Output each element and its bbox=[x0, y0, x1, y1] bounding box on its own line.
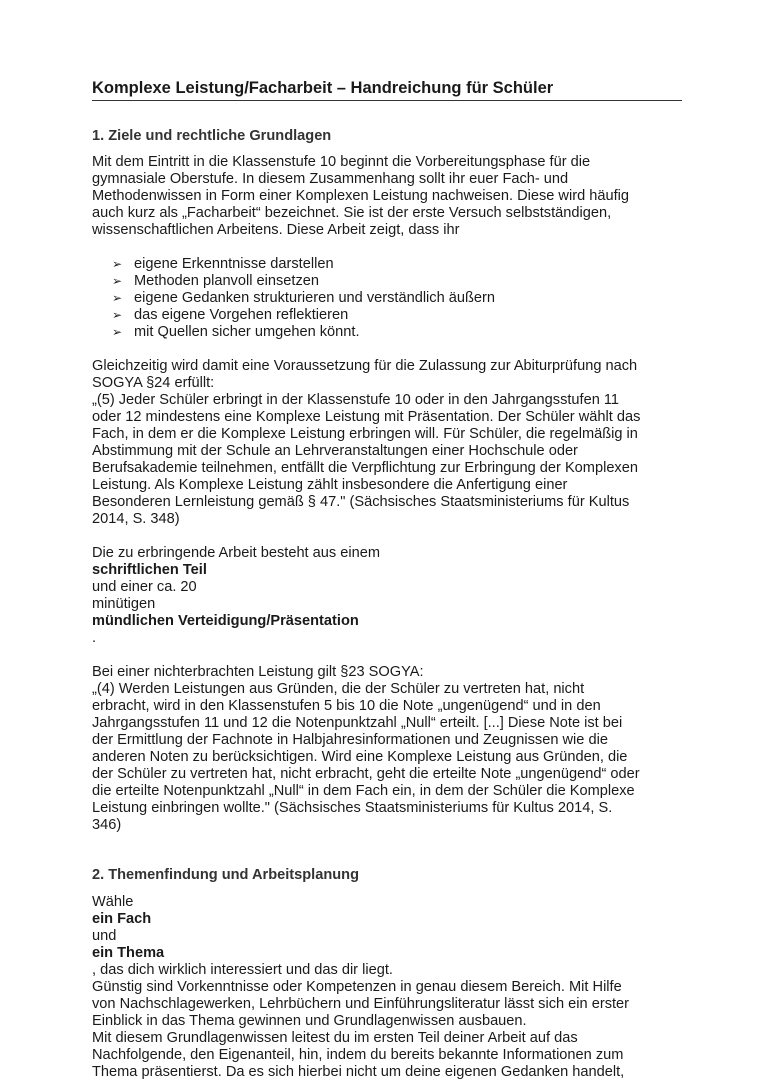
text-line: der Schüler zu vertreten hat, nicht erbracht, geht die erteilte Note „ungenügend“ oder bbox=[92, 766, 640, 782]
list-item bbox=[112, 307, 682, 324]
list-item-text: mit Quellen sicher umgehen könnt. bbox=[134, 324, 360, 340]
text-line: Günstig sind Vorkenntnisse oder Kompetenzen in genau diesem Bereich. Mit Hilfe bbox=[92, 979, 622, 995]
text-line: Methodenwissen in Form einer Komplexen Leistung nachweisen. Diese wird häufig bbox=[92, 188, 630, 204]
text-line: Bei einer nichterbrachten Leistung gilt §23 SOGYA: bbox=[92, 664, 424, 680]
arrow-bullet-icon: ➢ bbox=[112, 308, 123, 322]
text-run: , das dich wirklich interessiert und das dir liegt. bbox=[92, 962, 393, 978]
text-run: Die zu erbringende Arbeit besteht aus einem bbox=[92, 545, 380, 561]
text-line: Mit diesem Grundlagenwissen leitest du im ersten Teil deiner Arbeit auf das bbox=[92, 1030, 578, 1046]
text-line: wissenschaftlichen Arbeitens. Diese Arbeit zeigt, dass ihr bbox=[92, 222, 460, 238]
arrow-bullet-icon: ➢ bbox=[112, 274, 123, 288]
bold-text-run: ein Thema bbox=[92, 945, 165, 961]
arrow-bullet-icon: ➢ bbox=[112, 291, 123, 305]
text-line: Leistung einbringen wollte." (Sächsisches Staatsministeriums für Kultus 2014, S. bbox=[92, 800, 613, 816]
text-line: Einblick in das Thema gewinnen und Grundlagenwissen ausbauen. bbox=[92, 1013, 527, 1029]
text-line: der Ermittlung der Fachnote in Halbjahresinformationen und Zeugnissen wie die bbox=[92, 732, 608, 748]
text-line: „(4) Werden Leistungen aus Gründen, die der Schüler zu vertreten hat, nicht bbox=[92, 681, 585, 697]
text-line: die erteilte Notenpunktzahl „Null“ in dem Fach ein, in dem der Schüler die Komplexe bbox=[92, 783, 635, 799]
section-2-paragraph bbox=[92, 894, 682, 1081]
text-line: 2014, S. 348) bbox=[92, 511, 180, 527]
text-line bbox=[92, 545, 682, 596]
text-line bbox=[92, 894, 682, 979]
section-1-heading: 1. Ziele und rechtliche Grundlagen bbox=[92, 128, 332, 144]
document-page bbox=[92, 78, 682, 1081]
section-2-heading: 2. Themenfindung und Arbeitsplanung bbox=[92, 867, 359, 883]
text-line: von Nachschlagewerken, Lehrbüchern und Einführungsliteratur lässt sich ein erster bbox=[92, 996, 630, 1012]
list-item bbox=[112, 324, 682, 341]
text-run: minütigen bbox=[92, 596, 156, 612]
text-run: und bbox=[92, 928, 117, 944]
text-line: Besonderen Lernleistung gemäß § 47." (Sächsisches Staatsministeriums für Kultus bbox=[92, 494, 630, 510]
bold-text-run: mündlichen Verteidigung/Präsentation bbox=[92, 613, 359, 629]
list-item-text: eigene Gedanken strukturieren und verständlich äußern bbox=[134, 290, 496, 306]
text-line: auch kurz als „Facharbeit“ bezeichnet. Sie ist der erste Versuch selbstständigen, bbox=[92, 205, 612, 221]
text-line: Jahrgangsstufen 11 und 12 die Notenpunktzahl „Null“ erteilt. [...] Diese Note ist bei bbox=[92, 715, 623, 731]
text-run: . bbox=[92, 630, 97, 646]
text-line bbox=[92, 596, 682, 647]
text-line: Nachfolgende, den Eigenanteil, hin, indem du bereits bekannte Informationen zum bbox=[92, 1047, 624, 1063]
text-line: gymnasiale Oberstufe. In diesem Zusammenhang sollt ihr euer Fach- und bbox=[92, 171, 569, 187]
list-item-text: eigene Erkenntnisse darstellen bbox=[134, 256, 334, 272]
text-line: Mit dem Eintritt in die Klassenstufe 10 beginnt die Vorbereitungsphase für die bbox=[92, 154, 591, 170]
list-item-text: das eigene Vorgehen reflektieren bbox=[134, 307, 349, 323]
text-run: und einer ca. 20 bbox=[92, 579, 197, 595]
text-line: Fach, in dem er die Komplexe Leistung erbringen will. Für Schüler, die regelmäßig in bbox=[92, 426, 638, 442]
sogya-23-quote-paragraph bbox=[92, 664, 682, 834]
text-run: Wähle bbox=[92, 894, 134, 910]
text-line: „(5) Jeder Schüler erbringt in der Klassenstufe 10 oder in den Jahrgangsstufen 11 bbox=[92, 392, 620, 408]
text-line: erbracht, wird in den Klassenstufen 5 bis 10 die Note „ungenügend“ und in den bbox=[92, 698, 601, 714]
list-item bbox=[112, 290, 682, 307]
list-item bbox=[112, 256, 682, 273]
text-line: Gleichzeitig wird damit eine Voraussetzung für die Zulassung zur Abiturprüfung nach bbox=[92, 358, 638, 374]
bold-text-run: ein Fach bbox=[92, 911, 152, 927]
work-parts-paragraph bbox=[92, 545, 682, 647]
text-line: Leistung. Als Komplexe Leistung zählt insbesondere die Anfertigung einer bbox=[92, 477, 568, 493]
list-item bbox=[112, 273, 682, 290]
sogya-24-quote-paragraph bbox=[92, 358, 682, 528]
text-line: Thema präsentierst. Da es sich hierbei nicht um deine eigenen Gedanken handelt, bbox=[92, 1064, 625, 1080]
text-line: oder 12 mindestens eine Komplexe Leistung mit Präsentation. Der Schüler wählt das bbox=[92, 409, 641, 425]
text-line: Berufsakademie teilnehmen, entfällt die Verpflichtung zur Erbringung der Komplexen bbox=[92, 460, 638, 476]
arrow-bullet-icon: ➢ bbox=[112, 325, 123, 339]
bold-text-run: schriftlichen Teil bbox=[92, 562, 207, 578]
document-title: Komplexe Leistung/Facharbeit – Handreichung für Schüler bbox=[92, 78, 682, 101]
goals-bullet-list bbox=[92, 256, 682, 341]
text-line: SOGYA §24 erfüllt: bbox=[92, 375, 215, 391]
text-line: Abstimmung mit der Schule an Lehrveranstaltungen einer Hochschule oder bbox=[92, 443, 578, 459]
text-line: 346) bbox=[92, 817, 122, 833]
section-1-intro-paragraph bbox=[92, 154, 682, 239]
text-line: anderen Noten zu berücksichtigen. Wird eine Komplexe Leistung aus Gründen, die bbox=[92, 749, 628, 765]
list-item-text: Methoden planvoll einsetzen bbox=[134, 273, 319, 289]
arrow-bullet-icon: ➢ bbox=[112, 257, 123, 271]
